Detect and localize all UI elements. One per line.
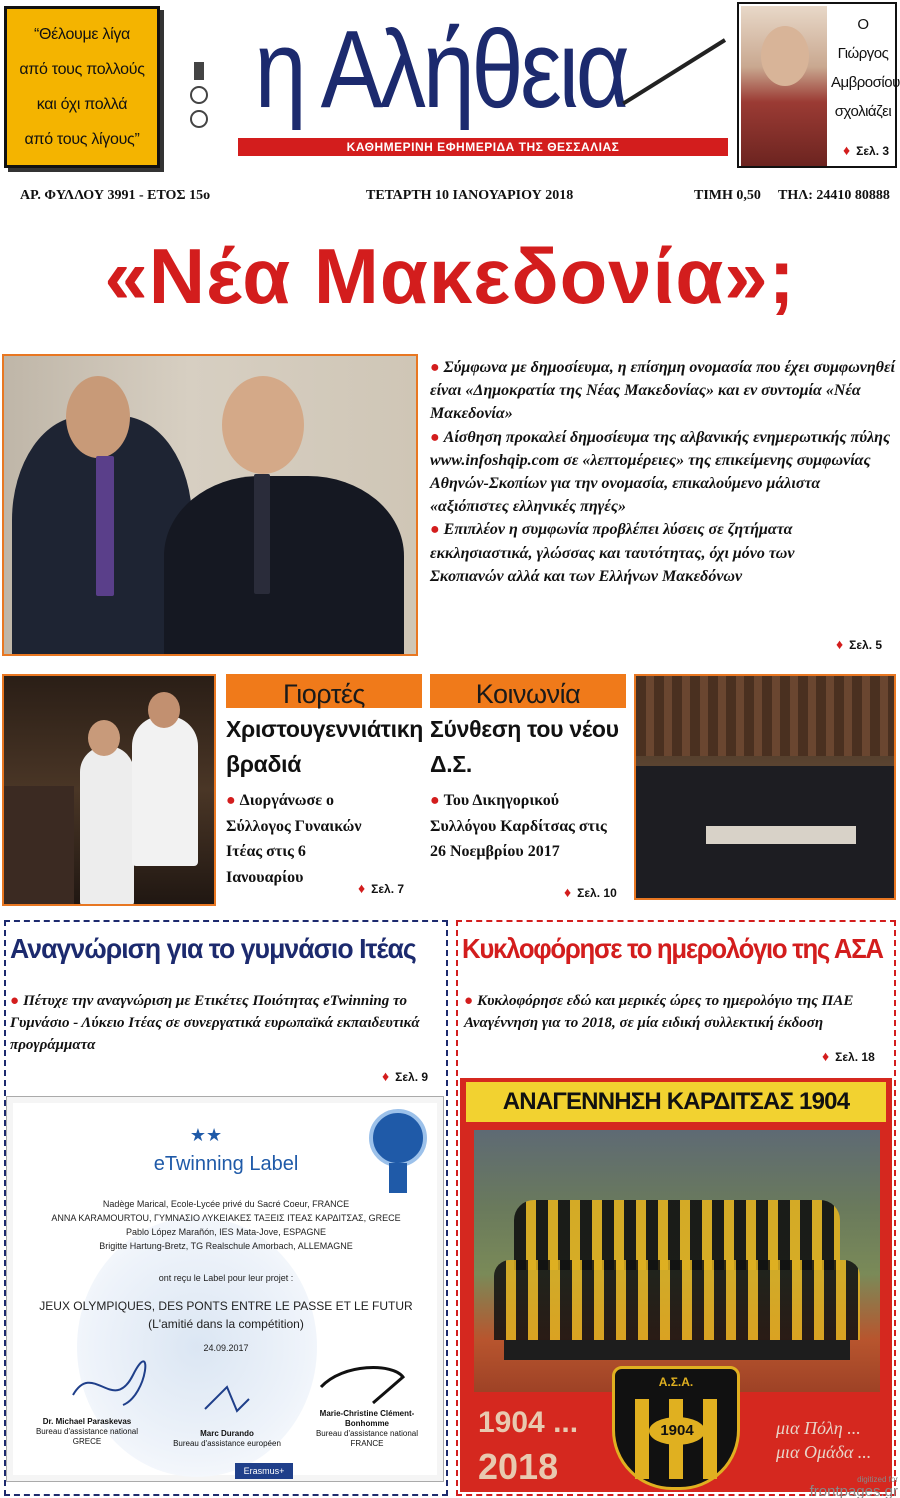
diamond-icon: ♦ xyxy=(822,1048,830,1064)
team-calendar-poster[interactable] xyxy=(460,1078,892,1492)
section-text: ● Διοργάνωσε ο Σύλλογος Γυναικών Ιτέας στις 6 Ιανουαρίου xyxy=(226,792,362,886)
motto-box xyxy=(4,6,160,168)
page-ref[interactable]: ♦ Σελ. 9 xyxy=(382,1068,429,1084)
issue-date: ΤΕΤΑΡΤΗ 10 ΙΑΝΟΥΑΡΙΟΥ 2018 xyxy=(366,188,574,203)
signature-clement xyxy=(313,1357,413,1409)
cert-subtitle: (L'amitié dans la compétition) xyxy=(148,1317,304,1331)
section-text: ● Του Δικηγορικού Συλλόγου Καρδίτσας στις 26 Νοεμβρίου 2017 xyxy=(430,792,607,860)
poster-year-end: 2018 xyxy=(478,1446,559,1487)
newspaper-logo[interactable]: η Αλήθεια xyxy=(254,8,627,131)
signatory: Dr. Michael Paraskevas Bureau d'assistance national GRECE xyxy=(35,1417,139,1446)
diamond-icon: ♦ xyxy=(836,636,844,652)
motto-line: από τους λίγους” xyxy=(24,131,140,148)
page-ref[interactable]: ♦ Σελ. 3 xyxy=(843,142,890,158)
team-photo xyxy=(474,1130,880,1392)
diamond-icon: ♦ xyxy=(358,880,366,896)
cert-name: ANNA KARAMOURTOU, ΓΥΜΝΑΣΙΟ ΛΥΚΕΙΑΚΕΣ ΤΑΞΕΙΣ ΙΤΕΑΣ ΚΑΡΔΙΤΣΑΣ, GRECE xyxy=(51,1213,401,1223)
phone-number: ΤΗΛ: 24410 80888 xyxy=(778,188,890,203)
celebration-photo[interactable] xyxy=(2,674,216,906)
main-bullet: ● Επιπλέον η συμφωνία προβλέπει λύσεις σε ζητήματα εκκλησιαστικά, γλώσσας και ταυτότητας, όχι μόνο των Σκοπιανών αλλά και των Ελλήνων Μακεδόνων xyxy=(430,521,795,585)
erasmus-logo: Erasmus+ xyxy=(235,1463,293,1479)
section-banner: Κοινωνία xyxy=(430,674,626,708)
signatory: Marie-Christine Clément-Bonhomme Bureau d'assistance national FRANCE xyxy=(315,1409,419,1448)
page-ref[interactable]: ♦ Σελ. 7 xyxy=(358,880,405,896)
issue-price: ΤΙΜΗ 0,50 xyxy=(694,188,761,203)
society-section[interactable] xyxy=(430,674,626,906)
signatory: Marc Durando Bureau d'assistance européen xyxy=(173,1429,281,1448)
poster-slogan: μια Ομάδα ... xyxy=(776,1442,872,1462)
etwinning-certificate[interactable] xyxy=(6,1096,444,1482)
columnist-box[interactable] xyxy=(737,2,900,168)
star-icon: ★★ xyxy=(189,1125,223,1145)
cert-name: Pablo López Marañón, IES Mata-Jove, ESPAGNE xyxy=(126,1227,326,1237)
board-photo[interactable] xyxy=(634,674,896,900)
cert-name: Brigitte Hartung-Bretz, TG Realschule Amorbach, ALLEMAGNE xyxy=(99,1241,353,1251)
school-story-text: ● Πέτυχε την αναγνώριση με Ετικέτες Ποιότητας eTwinning το Γυμνάσιο - Λύκειο Ιτέας σε συνεργατικά ευρωπαϊκά εκπαιδευτικά προγράμματα xyxy=(10,993,420,1053)
asa-story-text: ● Κυκλοφόρησε εδώ και μερικές ώρες το ημερολόγιο της ΠΑΕ Αναγέννηση για το 2018, σε μία ειδική συλλεκτική έκδοση xyxy=(464,993,854,1031)
signature-paraskevas xyxy=(63,1355,153,1415)
diamond-icon: ♦ xyxy=(843,142,851,158)
poster-title: ΑΝΑΓΕΝΝΗΣΗ ΚΑΡΔΙΤΣΑΣ 1904 xyxy=(466,1082,886,1122)
poster-year-start: 1904 ... xyxy=(478,1406,579,1439)
asa-story-title[interactable]: Κυκλοφόρησε το ημερολόγιο της ΑΣΑ xyxy=(462,933,883,964)
page-ref[interactable]: ♦ Σελ. 5 xyxy=(836,636,883,652)
cert-project: JEUX OLYMPIQUES, DES PONTS ENTRE LE PASSE ET LE FUTUR xyxy=(39,1299,413,1313)
diamond-icon: ♦ xyxy=(564,884,572,900)
diamond-icon: ♦ xyxy=(382,1068,390,1084)
section-title: Χριστουγεννιάτικη βραδιά xyxy=(226,716,424,777)
motto-line: “Θέλουμε λίγα xyxy=(33,26,130,43)
cert-received: ont reçu le Label pour leur projet : xyxy=(158,1273,294,1283)
section-title: Σύνθεση του νέου Δ.Σ. xyxy=(430,716,619,777)
asa-crest-icon: Α.Σ.Α. 1904 xyxy=(612,1366,740,1490)
eiisy-seal-icon xyxy=(186,62,212,152)
motto-line: από τους πολλούς xyxy=(19,61,145,78)
tagline: ΚΑΘΗΜΕΡΙΝΗ ΕΦΗΜΕΡΙΔΑ ΤΗΣ ΘΕΣΣΑΛΙΑΣ xyxy=(238,138,728,156)
issue-number: ΑΡ. ΦΥΛΛΟΥ 3991 - ΕΤΟΣ 15ο xyxy=(20,188,211,203)
page-ref[interactable]: ♦ Σελ. 18 xyxy=(822,1048,875,1064)
motto-line: και όχι πολλά xyxy=(36,96,128,113)
poster-slogan: μια Πόλη ... xyxy=(776,1418,861,1438)
section-banner: Γιορτές xyxy=(226,674,422,708)
school-story-title[interactable]: Αναγνώριση για το γυμνάσιο Ιτέας xyxy=(10,933,416,964)
main-bullet: ● Αίσθηση προκαλεί δημοσίευμα της αλβανικής ενημερωτικής πύλης www.infoshqip.com σε «λεπτομέρειες» της επικείμενης συμφωνίας Αθηνών-Σκοπίων για την ονομασία, επικαλούμενο μάλιστα «αξιόπιστες ελληνικές πηγές» xyxy=(430,428,891,516)
signature-durando xyxy=(197,1379,257,1419)
etwinning-label: eTwinning Label xyxy=(153,1153,299,1175)
issue-info-bar xyxy=(0,188,900,208)
page-ref[interactable]: ♦ Σελ. 10 xyxy=(564,884,617,900)
celebrations-section[interactable] xyxy=(226,674,422,906)
cert-name: Nadège Marical, Ecole-Lycée privé du Sacré Coeur, FRANCE xyxy=(102,1199,350,1209)
columnist-label: Ο Γιώργος Αμβροσίου σχολιάζει xyxy=(831,16,900,120)
cert-date: 24.09.2017 xyxy=(203,1343,249,1353)
columnist-photo xyxy=(741,6,827,166)
main-headline[interactable]: «Νέα Μακεδονία»; xyxy=(104,232,796,320)
main-story-text xyxy=(430,356,896,656)
main-story-photo[interactable] xyxy=(2,354,418,656)
main-bullet: ● Σύμφωνα με δημοσίευμα, η επίσημη ονομασία που έχει συμφωνηθεί είναι «Δημοκρατία της Νέας Μακεδονίας» και εν συντομία «Νέα Μακεδονία» xyxy=(430,359,895,423)
source-watermark: digitized for frontpages.gr xyxy=(809,1475,898,1498)
